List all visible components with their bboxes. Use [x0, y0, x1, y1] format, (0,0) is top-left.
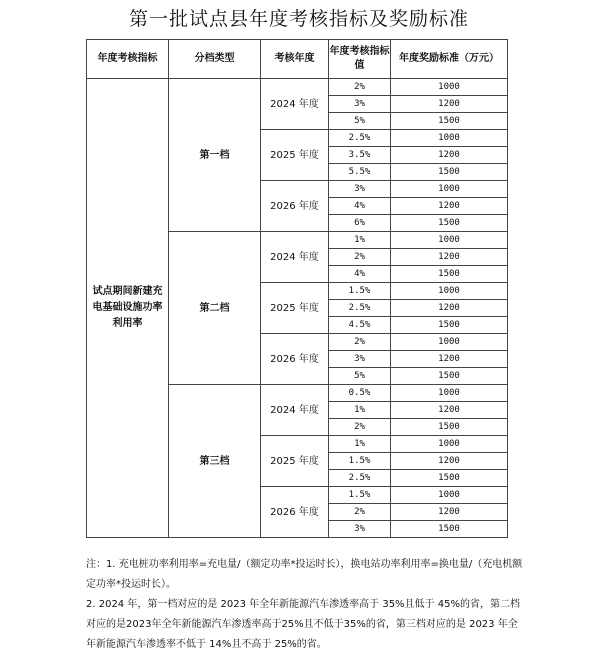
target-value-cell: 5% — [329, 368, 391, 385]
target-value-cell: 1.5% — [329, 487, 391, 504]
target-value-cell: 1.5% — [329, 453, 391, 470]
target-value-cell: 1% — [329, 436, 391, 453]
target-value-cell: 2% — [329, 79, 391, 96]
reward-value-cell: 1000 — [391, 181, 508, 198]
header-year: 考核年度 — [261, 40, 329, 79]
target-value-cell: 5.5% — [329, 164, 391, 181]
target-value-cell: 4% — [329, 266, 391, 283]
page-title: 第一批试点县年度考核指标及奖励标准 — [128, 8, 469, 30]
assessment-table — [86, 39, 508, 538]
year-cell: 2026 年度 — [261, 334, 329, 385]
target-value-cell: 6% — [329, 215, 391, 232]
reward-value-cell: 1200 — [391, 147, 508, 164]
header-indicator: 年度考核指标 — [87, 40, 169, 79]
footnotes — [86, 555, 526, 655]
reward-value-cell: 1200 — [391, 96, 508, 113]
target-value-cell: 3% — [329, 96, 391, 113]
target-value-cell: 1% — [329, 232, 391, 249]
target-value-cell: 2.5% — [329, 130, 391, 147]
target-value-cell: 3.5% — [329, 147, 391, 164]
reward-value-cell: 1500 — [391, 470, 508, 487]
target-value-cell: 5% — [329, 113, 391, 130]
tier-cell: 第三档 — [169, 385, 261, 538]
reward-value-cell: 1200 — [391, 402, 508, 419]
reward-value-cell: 1000 — [391, 334, 508, 351]
year-cell: 2025 年度 — [261, 436, 329, 487]
reward-value-cell: 1500 — [391, 113, 508, 130]
target-value-cell: 2.5% — [329, 470, 391, 487]
target-value-cell: 3% — [329, 181, 391, 198]
target-value-cell: 4.5% — [329, 317, 391, 334]
reward-value-cell: 1500 — [391, 164, 508, 181]
reward-value-cell: 1200 — [391, 249, 508, 266]
target-value-cell: 0.5% — [329, 385, 391, 402]
target-value-cell: 2% — [329, 419, 391, 436]
header-target: 年度考核指标值 — [329, 40, 391, 79]
indicator-cell: 试点期间新建充电基础设施功率利用率 — [87, 79, 169, 538]
target-value-cell: 3% — [329, 351, 391, 368]
year-cell: 2026 年度 — [261, 181, 329, 232]
reward-value-cell: 1200 — [391, 300, 508, 317]
footnote-2: 2. 2024 年，第一档对应的是 2023 年全年新能源汽车渗透率高于 35%且低于 45%的省，第二档对应的是2023年全年新能源汽车渗透率高于25%且不低于35%的省，第三档对应的是 2023 年全年新能源汽车渗透率不低于 14%且不高于 25%的省。 — [86, 599, 520, 650]
target-value-cell: 2% — [329, 334, 391, 351]
reward-value-cell: 1200 — [391, 198, 508, 215]
target-value-cell: 1.5% — [329, 283, 391, 300]
reward-value-cell: 1000 — [391, 385, 508, 402]
table-row — [87, 79, 508, 96]
reward-value-cell: 1000 — [391, 232, 508, 249]
year-cell: 2024 年度 — [261, 79, 329, 130]
target-value-cell: 2% — [329, 249, 391, 266]
reward-value-cell: 1500 — [391, 317, 508, 334]
year-cell: 2025 年度 — [261, 130, 329, 181]
year-cell: 2024 年度 — [261, 232, 329, 283]
reward-value-cell: 1200 — [391, 453, 508, 470]
reward-value-cell: 1000 — [391, 79, 508, 96]
tier-cell: 第一档 — [169, 79, 261, 232]
target-value-cell: 2% — [329, 504, 391, 521]
reward-value-cell: 1000 — [391, 283, 508, 300]
year-cell: 2024 年度 — [261, 385, 329, 436]
target-value-cell: 4% — [329, 198, 391, 215]
reward-value-cell: 1500 — [391, 215, 508, 232]
target-value-cell: 1% — [329, 402, 391, 419]
target-value-cell: 2.5% — [329, 300, 391, 317]
reward-value-cell: 1000 — [391, 487, 508, 504]
reward-value-cell: 1500 — [391, 521, 508, 538]
reward-value-cell: 1500 — [391, 419, 508, 436]
reward-value-cell: 1000 — [391, 436, 508, 453]
table-header-row — [87, 40, 508, 79]
year-cell: 2026 年度 — [261, 487, 329, 538]
tier-cell: 第二档 — [169, 232, 261, 385]
reward-value-cell: 1200 — [391, 504, 508, 521]
header-reward: 年度奖励标准（万元） — [391, 40, 508, 79]
reward-value-cell: 1200 — [391, 351, 508, 368]
year-cell: 2025 年度 — [261, 283, 329, 334]
reward-value-cell: 1000 — [391, 130, 508, 147]
reward-value-cell: 1500 — [391, 368, 508, 385]
target-value-cell: 3% — [329, 521, 391, 538]
reward-value-cell: 1500 — [391, 266, 508, 283]
footnote-1: 注：1. 充电桩功率利用率=充电量/（额定功率*投运时长），换电站功率利用率=换电量/（充电机额定功率*投运时长）。 — [86, 559, 523, 590]
header-tier: 分档类型 — [169, 40, 261, 79]
